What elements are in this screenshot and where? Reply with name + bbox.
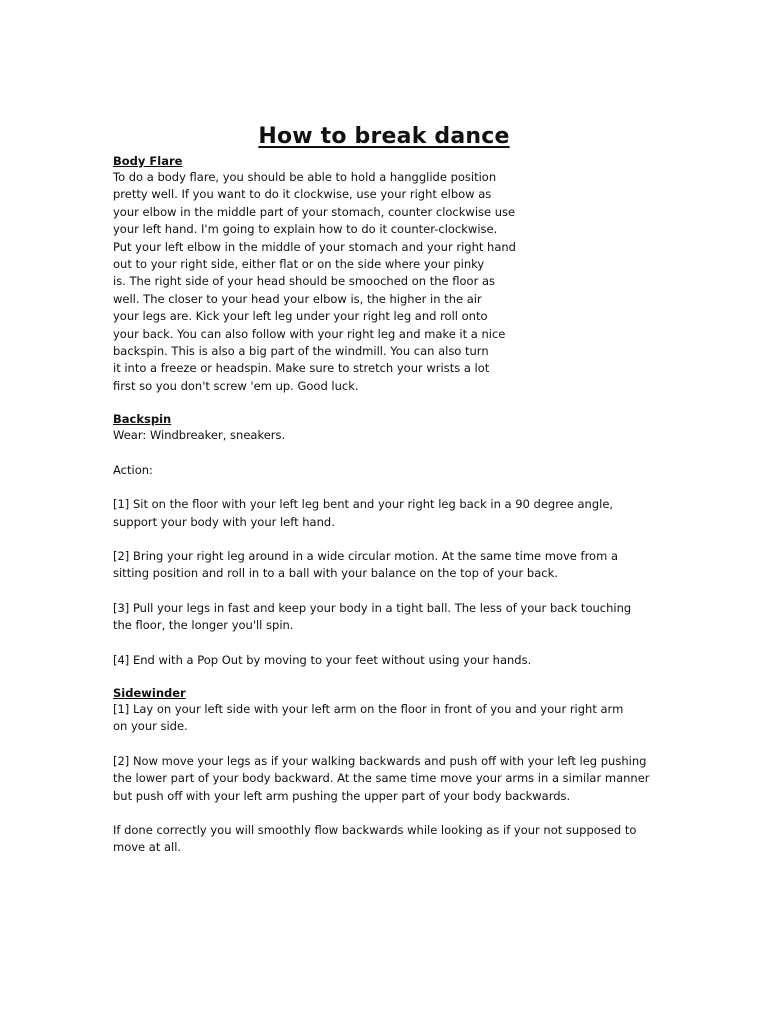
backspin-wear: Wear: Windbreaker, sneakers.	[113, 428, 286, 443]
backspin-step-3: [3] Pull your legs in fast and keep your body in a tight ball. The less of your back touching the floor, the longer you'll spin.	[113, 600, 632, 633]
sidewinder-step-2: [2] Now move your legs as if your walking backwards and push off with your left leg pushing the lower part of your body backward. At the same time move your arms in a similar manner but push off with your left arm pushing the upper part of your body backwards.	[113, 753, 650, 803]
document-body	[113, 154, 673, 857]
section-heading-body-flare: Body Flare	[113, 154, 183, 168]
backspin-step-1: [1] Sit on the floor with your left leg bent and your right leg back in a 90 degree angle, support your body with your left hand.	[113, 497, 614, 529]
body-flare-paragraph: To do a body flare, you should be able to hold a hangglide position pretty well. If you want to do it clockwise, use your right elbow as your elbow in the middle part of your stomach, counter clockwise use your left hand. I'm going to explain how to do it counter-clockwise. Put your left elbow in the middle of your stomach and your right hand out to your right side, either flat or on the side where your pinky is. The right side of your head should be smooched on the floor as well. The closer to your head your elbow is, the higher in the air your legs are. Kick your left leg under your right leg and roll onto your back. You can also follow with your right leg and make it a nice backspin. This is also a big part of the windmill. You can also turn it into a freeze or headspin. Make sure to stretch your wrists a lot first so you don't screw 'em up. Good luck.	[113, 170, 516, 393]
section-heading-sidewinder: Sidewinder	[113, 685, 186, 700]
backspin-step-4: [4] End with a Pop Out by moving to your feet without using your hands.	[113, 652, 532, 667]
section-heading-backspin: Backspin	[113, 412, 172, 427]
page-title: How to break dance	[258, 124, 510, 149]
sidewinder-closing: If done correctly you will smoothly flow backwards while looking as if your not supposed to move at all.	[113, 822, 637, 855]
backspin-action-label: Action:	[113, 462, 153, 477]
sidewinder-step-1: [1] Lay on your left side with your left arm on the floor in front of you and your right arm on your side.	[113, 701, 624, 734]
backspin-step-2: [2] Bring your right leg around in a wide circular motion. At the same time move from a sitting position and roll in to a ball with your balance on the top of your back.	[113, 548, 618, 581]
